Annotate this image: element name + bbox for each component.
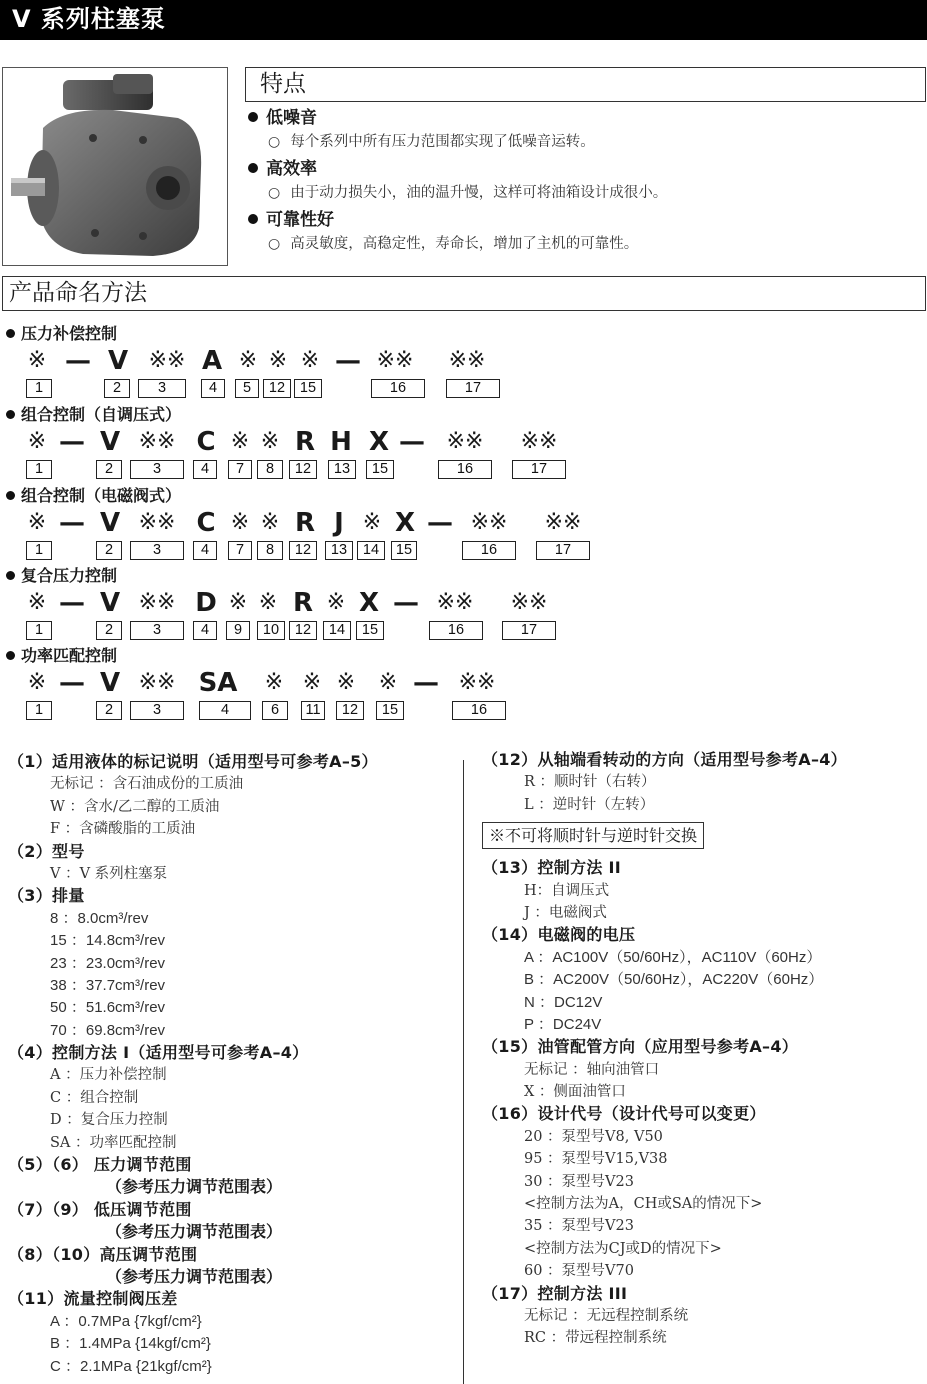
section-subheading: （参考压力调节范围表） <box>106 1266 283 1286</box>
model-code-token: ※※ <box>458 670 496 695</box>
features-title: 特点 <box>245 67 926 102</box>
control-block <box>0 321 927 401</box>
feature-item <box>246 156 926 207</box>
section-item: N ：DC12V <box>524 993 603 1011</box>
position-number-box: 12 <box>289 460 317 479</box>
control-label-text: 组合控制（电磁阀式） <box>21 486 182 505</box>
section-item: P ：DC24V <box>524 1015 602 1033</box>
model-code-token: ※※ <box>376 348 414 373</box>
position-number-box: 17 <box>446 379 500 398</box>
model-code-token: ※ <box>378 670 398 695</box>
model-code-token: SA <box>198 668 238 698</box>
position-number-box: 1 <box>26 379 52 398</box>
model-code-token: — <box>59 668 85 698</box>
feature-heading-text: 高效率 <box>266 159 317 179</box>
model-code-token: ※ <box>302 670 322 695</box>
model-code-token: ※ <box>268 348 288 373</box>
section-heading: （8）（10）高压调节范围 <box>8 1244 198 1264</box>
section-item: 无标记 ：无远程控制系统 <box>524 1307 689 1324</box>
position-number-box: 12 <box>289 621 317 640</box>
section-item: A ：AC100V（50/60Hz），AC110V（60Hz） <box>524 948 822 966</box>
position-number-box: 2 <box>96 541 122 560</box>
section-heading: （2）型号 <box>8 841 85 861</box>
model-code-token: ※ <box>238 348 258 373</box>
position-number-box: 12 <box>263 379 291 398</box>
model-code-token: J <box>334 508 344 538</box>
position-number-box: 16 <box>371 379 425 398</box>
section-item: J ：电磁阀式 <box>524 904 607 921</box>
position-number-box: 12 <box>336 701 364 720</box>
section-item: 无标记 ：轴向油管口 <box>524 1061 660 1078</box>
features-list <box>246 105 926 258</box>
model-code-token: — <box>393 588 419 618</box>
section-item: 38 ：37.7cm³/rev <box>50 976 166 994</box>
section-heading: （16）设计代号（设计代号可以变更） <box>482 1104 766 1124</box>
model-code-token: ※ <box>230 429 250 454</box>
position-number-box: 14 <box>323 621 351 640</box>
model-code-token: ※※ <box>544 510 582 535</box>
warning-note: ※不可将顺时针与逆时针交换 <box>482 822 704 849</box>
section-item: W ：含水/乙二醇的工质油 <box>50 798 220 815</box>
position-number-box: 2 <box>104 379 130 398</box>
bullet-dot-icon <box>248 163 258 173</box>
model-code-token: ※ <box>27 348 47 373</box>
section-item: A ：0.7MPa {7kgf/cm²} <box>50 1312 202 1330</box>
model-code-token: — <box>335 346 361 376</box>
model-code-token: V <box>99 588 121 618</box>
model-code-token: V <box>99 508 121 538</box>
model-code-token: ※ <box>260 429 280 454</box>
feature-description <box>246 131 926 156</box>
control-block <box>0 563 927 643</box>
model-code-token: ※※ <box>138 510 176 535</box>
position-number-box: 6 <box>262 701 288 720</box>
model-code-token: C <box>196 427 216 457</box>
position-number-box: 3 <box>130 621 184 640</box>
model-code-token: R <box>294 508 316 538</box>
feature-heading <box>246 156 926 182</box>
position-number-box: 3 <box>138 379 186 398</box>
model-code-token: ※ <box>336 670 356 695</box>
circle-bullet-icon: ○ <box>268 236 281 252</box>
model-code-token: ※※ <box>446 429 484 454</box>
position-number-box: 5 <box>235 379 259 398</box>
control-label <box>6 483 181 506</box>
model-code-token: V <box>99 668 121 698</box>
model-code-token: A <box>201 346 223 376</box>
position-number-box: 9 <box>226 621 250 640</box>
model-code-token: X <box>394 508 416 538</box>
section-item: R ：顺时针（右转） <box>524 774 656 791</box>
model-code-token: — <box>59 427 85 457</box>
position-number-box: 17 <box>512 460 566 479</box>
model-code-token: ※※ <box>148 348 186 373</box>
model-code-token: ※ <box>258 590 278 615</box>
section-item: SA ：功率匹配控制 <box>50 1134 177 1151</box>
position-number-box: 11 <box>301 701 325 720</box>
control-block <box>0 643 927 723</box>
section-item: C ：2.1MPa {21kgf/cm²} <box>50 1357 212 1375</box>
section-item: X ：侧面油管口 <box>524 1084 626 1101</box>
position-number-box: 15 <box>376 701 404 720</box>
section-heading: （5）（6） 压力调节范围 <box>8 1155 192 1175</box>
position-number-box: 16 <box>452 701 506 720</box>
right-spec-column <box>482 749 922 1350</box>
section-heading: （7）（9） 低压调节范围 <box>8 1199 192 1219</box>
position-number-box: 4 <box>201 379 225 398</box>
model-code-token: ※ <box>27 670 47 695</box>
model-code-token: R <box>292 588 314 618</box>
feature-description-text: 每个系列中所有压力范围都实现了低噪音运转。 <box>290 134 595 150</box>
model-code-token: X <box>358 588 380 618</box>
model-code-token: D <box>195 588 217 618</box>
section-item: 23 ：23.0cm³/rev <box>50 954 166 972</box>
position-number-box: 1 <box>26 621 52 640</box>
model-code-token: ※ <box>27 590 47 615</box>
position-number-box: 15 <box>356 621 384 640</box>
note-row <box>482 816 922 857</box>
position-number-box: 16 <box>438 460 492 479</box>
position-number-box: 2 <box>96 701 122 720</box>
position-number-box: 8 <box>257 460 283 479</box>
control-label <box>6 402 181 425</box>
position-number-box: 4 <box>193 541 217 560</box>
bullet-dot-icon <box>6 410 15 419</box>
column-divider <box>463 760 464 1384</box>
page-title: V 系列柱塞泵 <box>0 0 927 40</box>
section-item: 20 ：泵型号V8, V50 <box>524 1128 663 1145</box>
model-code-token: ※ <box>300 348 320 373</box>
model-code-token: ※※ <box>520 429 558 454</box>
model-code-token: X <box>368 427 390 457</box>
section-item: RC ：带远程控制系统 <box>524 1330 667 1347</box>
control-label-text: 组合控制（自调压式） <box>21 405 182 424</box>
model-code-token: ※※ <box>448 348 486 373</box>
section-item: 15 ：14.8cm³/rev <box>50 932 166 950</box>
model-code-token: ※ <box>228 590 248 615</box>
section-item: F ：含磷酸脂的工质油 <box>50 821 196 838</box>
bullet-dot-icon <box>248 112 258 122</box>
position-number-box: 7 <box>228 460 252 479</box>
feature-item <box>246 207 926 258</box>
bullet-dot-icon <box>248 214 258 224</box>
position-number-box: 14 <box>357 541 385 560</box>
section-heading: （12）从轴端看转动的方向（适用型号参考A–4） <box>482 750 847 769</box>
position-number-box: 15 <box>391 541 417 560</box>
position-number-box: 8 <box>257 541 283 560</box>
position-number-box: 3 <box>130 541 184 560</box>
position-number-box: 1 <box>26 460 52 479</box>
control-block <box>0 402 927 482</box>
position-number-box: 4 <box>193 621 217 640</box>
model-code-token: — <box>427 508 453 538</box>
position-number-box: 2 <box>96 460 122 479</box>
position-number-box: 7 <box>228 541 252 560</box>
feature-heading-text: 低噪音 <box>266 108 317 128</box>
section-heading: （14）电磁阀的电压 <box>482 925 636 945</box>
position-number-box: 4 <box>199 701 251 720</box>
section-item: 70 ：69.8cm³/rev <box>50 1021 166 1039</box>
section-heading: （13）控制方法 II <box>482 858 622 878</box>
section-item: <控制方法为A，CH或SA的情况下> <box>524 1196 763 1213</box>
position-number-box: 16 <box>462 541 516 560</box>
position-number-box: 13 <box>328 460 356 479</box>
position-number-box: 3 <box>130 460 184 479</box>
model-code-token: ※※ <box>138 590 176 615</box>
bullet-dot-icon <box>6 571 15 580</box>
section-heading: （1）适用液体的标记说明（适用型号可参考A–5） <box>8 752 378 771</box>
model-code-token: ※ <box>326 590 346 615</box>
naming-title: 产品命名方法 <box>2 276 926 311</box>
position-number-box: 15 <box>294 379 322 398</box>
section-item: <控制方法为CJ或D的情况下> <box>524 1240 722 1257</box>
bullet-dot-icon <box>6 491 15 500</box>
model-code-token: ※ <box>27 429 47 454</box>
circle-bullet-icon: ○ <box>268 134 281 150</box>
position-number-box: 4 <box>193 460 217 479</box>
model-code-token: V <box>107 346 129 376</box>
model-code-token: V <box>99 427 121 457</box>
model-code-token: ※ <box>27 510 47 535</box>
model-code-token: ※ <box>362 510 382 535</box>
model-code-token: ※※ <box>510 590 548 615</box>
model-code-token: — <box>399 427 425 457</box>
pump-photo <box>2 67 228 266</box>
section-heading: （4）控制方法 I（适用型号可参考A–4） <box>8 1043 309 1063</box>
left-spec-column <box>8 751 453 1378</box>
model-code-token: ※※ <box>436 590 474 615</box>
feature-description-text: 由于动力损失小，油的温升慢，这样可将油箱设计成很小。 <box>290 185 668 201</box>
model-code-token: R <box>294 427 316 457</box>
control-label <box>6 563 117 586</box>
model-code-token: C <box>196 508 216 538</box>
position-number-box: 17 <box>536 541 590 560</box>
model-code-token: H <box>330 427 352 457</box>
position-number-box: 16 <box>429 621 483 640</box>
feature-heading <box>246 105 926 131</box>
model-code-token: ※※ <box>470 510 508 535</box>
feature-description-text: 高灵敏度，高稳定性，寿命长，增加了主机的可靠性。 <box>290 236 639 252</box>
feature-heading-text: 可靠性好 <box>266 210 334 230</box>
feature-item <box>246 105 926 156</box>
control-label-text: 功率匹配控制 <box>21 646 118 665</box>
model-code-token: ※※ <box>138 429 176 454</box>
section-subheading: （参考压力调节范围表） <box>106 1222 283 1242</box>
section-item: H：自调压式 <box>524 882 610 899</box>
section-item: C ：组合控制 <box>50 1089 139 1106</box>
bullet-dot-icon <box>6 651 15 660</box>
section-item: B ：AC200V（50/60Hz），AC220V（60Hz） <box>524 971 824 989</box>
section-heading: （17）控制方法 III <box>482 1283 628 1303</box>
model-code-token: ※※ <box>138 670 176 695</box>
position-number-box: 3 <box>130 701 184 720</box>
bullet-dot-icon <box>6 329 15 338</box>
control-block <box>0 483 927 563</box>
position-number-box: 2 <box>96 621 122 640</box>
control-label <box>6 643 117 666</box>
model-code-token: — <box>413 668 439 698</box>
section-heading: （15）油管配管方向（应用型号参考A–4） <box>482 1037 799 1057</box>
section-item: 60 ：泵型号V70 <box>524 1263 634 1280</box>
model-code-token: ※ <box>264 670 284 695</box>
section-heading: （3）排量 <box>8 886 85 906</box>
feature-description <box>246 233 926 258</box>
position-number-box: 1 <box>26 541 52 560</box>
position-number-box: 12 <box>289 541 317 560</box>
section-item: 8 ：8.0cm³/rev <box>50 909 149 927</box>
section-item: 35 ：泵型号V23 <box>524 1218 634 1235</box>
section-item: 95 ：泵型号V15,V38 <box>524 1151 668 1168</box>
control-label-text: 压力补偿控制 <box>21 324 118 343</box>
position-number-box: 17 <box>502 621 556 640</box>
section-item: 30 ：泵型号V23 <box>524 1173 634 1190</box>
section-subheading: （参考压力调节范围表） <box>106 1177 283 1197</box>
position-number-box: 1 <box>26 701 52 720</box>
section-item: D ：复合压力控制 <box>50 1112 168 1129</box>
model-code-token: ※ <box>230 510 250 535</box>
position-number-box: 10 <box>257 621 285 640</box>
feature-heading <box>246 207 926 233</box>
position-number-box: 15 <box>366 460 394 479</box>
position-number-box: 13 <box>325 541 353 560</box>
feature-description <box>246 182 926 207</box>
model-code-token: — <box>59 588 85 618</box>
model-code-token: — <box>65 346 91 376</box>
section-item: A ：压力补偿控制 <box>50 1067 167 1084</box>
control-label <box>6 321 117 344</box>
section-item: B ：1.4MPa {14kgf/cm²} <box>50 1335 211 1353</box>
control-label-text: 复合压力控制 <box>21 566 118 585</box>
section-heading: （11）流量控制阀压差 <box>8 1289 178 1309</box>
section-item: 无标记 ：含石油成份的工质油 <box>50 776 244 793</box>
section-item: L ：逆时针（左转） <box>524 796 655 813</box>
section-item: 50 ：51.6cm³/rev <box>50 999 166 1017</box>
model-code-token: — <box>59 508 85 538</box>
circle-bullet-icon: ○ <box>268 185 281 201</box>
section-item: V ：V 系列柱塞泵 <box>50 865 168 882</box>
model-code-token: ※ <box>260 510 280 535</box>
pump-image-icon <box>3 68 228 266</box>
